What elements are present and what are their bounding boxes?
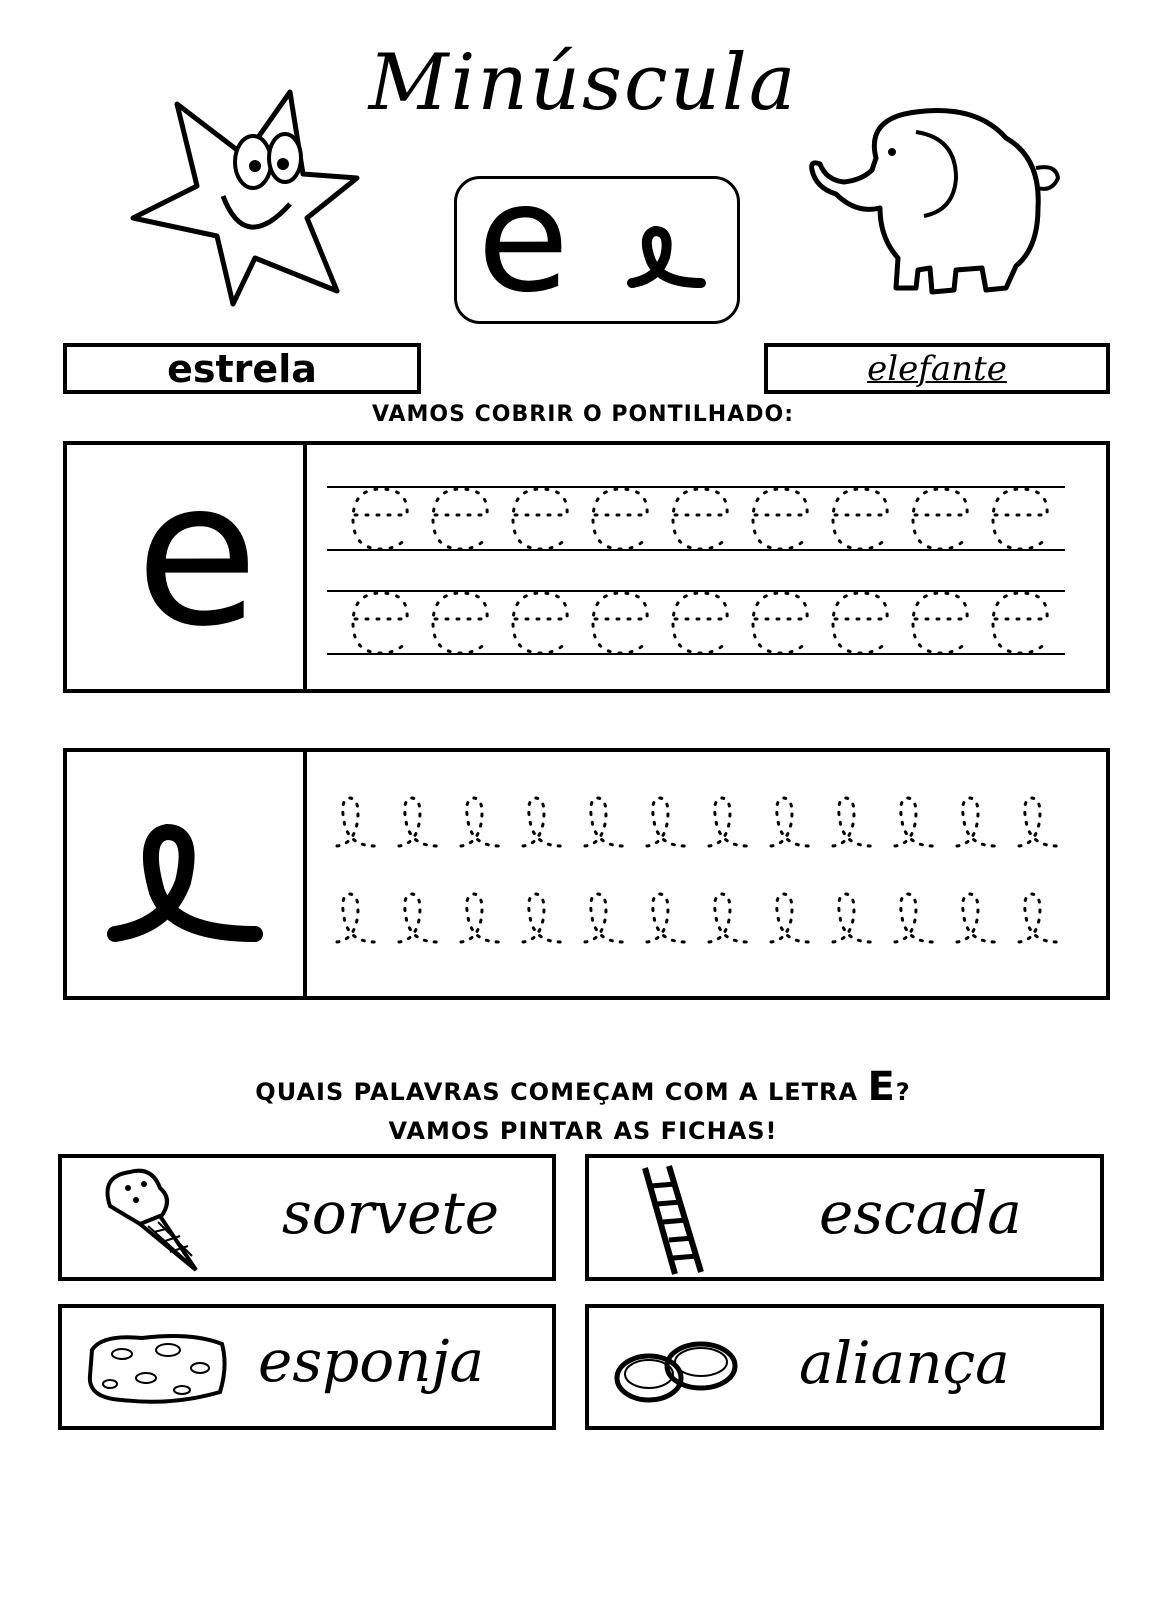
question-letter: E [867,1064,896,1110]
practice-cursive-box [63,748,1110,1000]
card-word: sorvete [282,1179,500,1247]
letter-box [454,152,740,326]
cursive-letter-icon [627,217,707,297]
practice-print-box [63,438,1110,693]
star-icon [125,86,365,311]
sponge-icon [82,1330,232,1410]
ice-cream-icon [100,1166,200,1276]
dotted-row-1 [353,489,1047,549]
dotted-row-2 [337,894,1057,942]
print-letter: e [477,152,570,326]
card-word: escada [819,1179,1022,1247]
rings-icon [609,1332,749,1412]
word-card-alianca[interactable] [585,1304,1104,1430]
ladder-icon [639,1162,719,1278]
model-print-letter: e [135,438,259,671]
page-title: Minúscula [368,38,798,128]
question-suffix: ? [895,1078,911,1106]
trace-area-cursive [307,752,1107,996]
word-card-escada[interactable] [585,1154,1104,1281]
model-cursive-letter-icon [107,812,267,952]
label-elefante [764,343,1110,394]
word-card-sorvete[interactable] [58,1154,556,1281]
question-prefix: QUAIS PALAVRAS COMEÇAM COM A LETRA [255,1078,868,1106]
word-card-esponja[interactable] [58,1304,556,1430]
dotted-row-1 [337,798,1057,846]
dotted-row-2 [353,593,1047,653]
label-elefante-text: elefante [867,349,1007,389]
trace-area-print [307,445,1107,689]
instruction-paint: VAMOS PINTAR AS FICHAS! [388,1117,778,1145]
card-word: esponja [258,1327,485,1395]
question [0,1064,1166,1110]
elephant-icon [806,98,1066,298]
card-word: aliança [799,1329,1010,1397]
label-estrela: estrela [63,343,421,394]
instruction-trace: VAMOS COBRIR O PONTILHADO: [371,402,794,427]
